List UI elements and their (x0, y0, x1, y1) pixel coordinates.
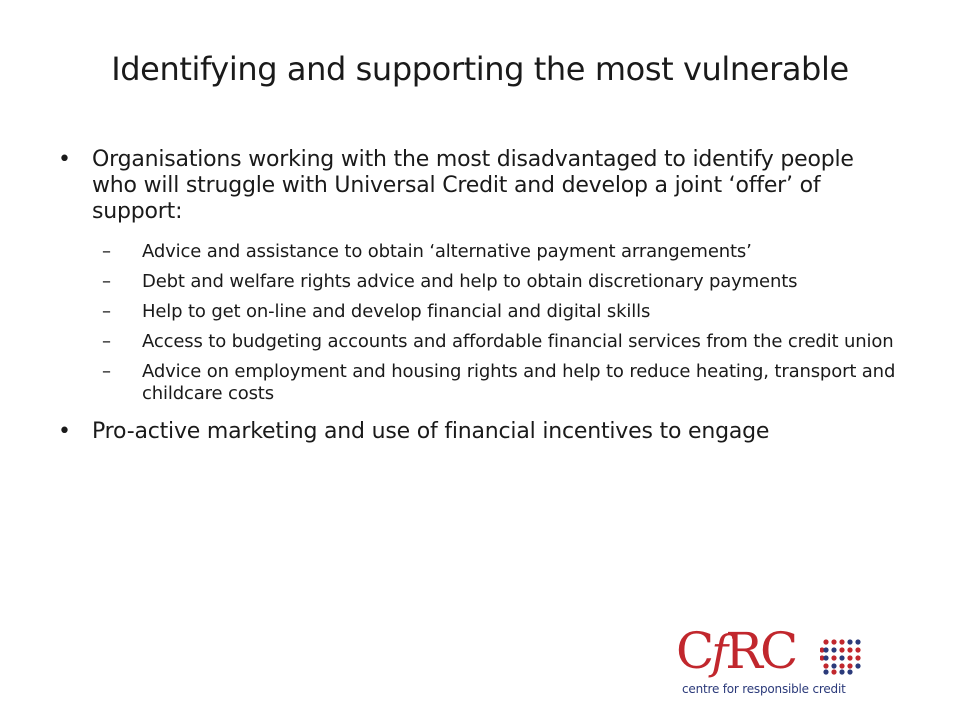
sub-bullet-item (56, 331, 896, 353)
logo-tagline: centre for responsible credit (682, 682, 846, 696)
sub-bullet-item (56, 301, 896, 323)
sub-bullet-item (56, 271, 896, 293)
bullet-list (56, 147, 896, 445)
dash-icon: – (102, 271, 111, 292)
sub-bullet-text: Access to budgeting accounts and affordable financial services from the credit union (142, 331, 894, 352)
dash-icon: – (102, 361, 111, 382)
bullet-text: Pro-active marketing and use of financial incentives to engage (92, 419, 770, 444)
bullet-item (56, 147, 896, 225)
sub-bullet-text: Debt and welfare rights advice and help to obtain discretionary payments (142, 271, 798, 292)
dash-icon: – (102, 301, 111, 322)
bullet-text: Organisations working with the most disadvantaged to identify people who will struggle with Universal Credit and develop a joint ‘offer’ of support: (92, 147, 854, 224)
dash-icon: – (102, 331, 111, 352)
logo-dots-icon (820, 638, 864, 676)
sub-bullet-item (56, 241, 896, 263)
logo-letter-f: f (711, 625, 726, 679)
sub-bullet-text: Help to get on-line and develop financial and digital skills (142, 301, 651, 322)
sub-bullet-item (56, 361, 896, 405)
logo-wordmark (676, 624, 795, 679)
logo-letters-rc: RC (725, 622, 796, 680)
logo-letter-c: C (676, 622, 712, 680)
sub-bullet-text: Advice on employment and housing rights and help to reduce heating, transport and childcare costs (142, 361, 896, 404)
bullet-item (56, 419, 896, 445)
bullet-icon: • (58, 419, 71, 444)
bullet-icon: • (58, 147, 71, 172)
sub-bullet-text: Advice and assistance to obtain ‘alternative payment arrangements’ (142, 241, 752, 262)
dash-icon: – (102, 241, 111, 262)
slide-title: Identifying and supporting the most vulnerable (111, 50, 849, 88)
cfrc-logo (676, 624, 876, 704)
